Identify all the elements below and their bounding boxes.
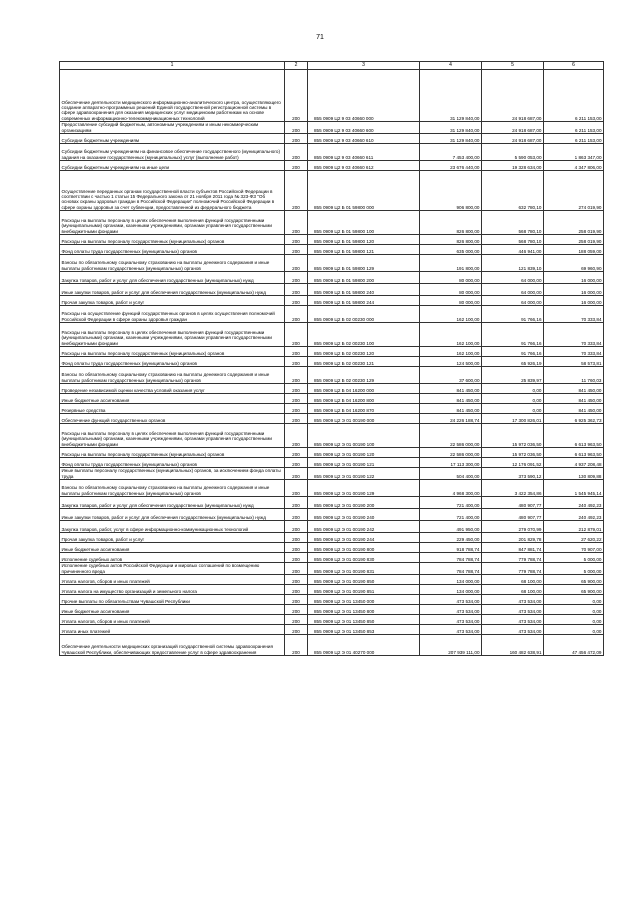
row-value-executed: 779 788,74 [482,553,544,563]
row-value-approved: 134 000,00 [420,585,482,595]
row-kbk: 855 0909 Ц2 Э 01 00190 129 [308,480,420,497]
row-code: 200 [285,585,308,595]
row-value-executed: 473 534,00 [482,625,544,635]
row-value-approved: 22 586 000,00 [420,424,482,448]
row-kbk: 855 0909 Ц2 Б 02 00230 000 [308,306,420,323]
header-cell: 1 [60,62,285,70]
header-cell: 6 [544,62,604,70]
row-code: 200 [285,605,308,615]
row-value-executed: 568 780,10 [482,211,544,235]
row-value-remaining: 841 450,00 [544,394,604,404]
row-value-remaining: 47 456 472,09 [544,635,604,656]
row-value-remaining: 4 347 806,00 [544,161,604,171]
row-code: 200 [285,448,308,458]
row-value-remaining: 58 573,81 [544,357,604,367]
row-value-executed: 24 918 687,00 [482,134,544,144]
row-name: Уплата налогов, сборов и иных платежей [60,615,285,625]
row-kbk: 855 0909 Ц2 Б 01 59800 000 [308,171,420,211]
row-value-approved: 473 534,00 [420,595,482,605]
row-value-executed: 847 881,74 [482,543,544,553]
row-value-remaining: 11 760,03 [544,367,604,384]
row-value-remaining: 188 059,00 [544,245,604,255]
table-row [60,394,604,404]
row-value-remaining: 1 545 945,14 [544,480,604,497]
table-row [60,347,604,357]
row-value-approved: 17 113 300,00 [420,458,482,468]
row-value-approved: 473 534,00 [420,605,482,615]
row-value-approved: 4 968 300,00 [420,480,482,497]
row-name: Фонд оплаты труда государственных (муниципальных) органов [60,458,285,468]
row-code: 200 [285,553,308,563]
row-value-remaining: 70 907,00 [544,543,604,553]
row-value-remaining: 70 333,84 [544,347,604,357]
row-value-remaining: 6 613 963,50 [544,448,604,458]
row-name: Уплата иных платежей [60,625,285,635]
row-name: Закупка товаров, работ и услуг для обеспечения государственных (муниципальных) нужд [60,272,285,284]
row-code: 200 [285,615,308,625]
row-kbk: 855 0909 Ц2 Б 02 00230 129 [308,367,420,384]
row-kbk: 855 0909 Ц2 Э 01 13450 850 [308,615,420,625]
row-value-approved: 7 453 400,00 [420,144,482,161]
row-name: Субсидии бюджетным учреждениям [60,134,285,144]
row-value-executed: 65 926,19 [482,357,544,367]
table-row [60,171,604,211]
table-row [60,533,604,543]
row-value-executed: 24 918 687,00 [482,122,544,134]
row-name: Обеспечение деятельности медицинского информационно-аналитического центра, осуществляющего создание аппаратно-программных решений Единой государственной регистрационной системы в сфере здравоохранения для оказания медицинских услуг медицинским работникам на основе современных информационно-телекоммуникационных технологий [60,70,285,122]
row-kbk: 855 0909 Ц2 Б 01 59800 244 [308,296,420,306]
row-value-approved: 841 450,00 [420,404,482,414]
row-value-executed: 64 000,00 [482,272,544,284]
row-value-executed: 480 907,77 [482,497,544,509]
row-kbk: 855 0909 Ц2 Б 01 59800 121 [308,245,420,255]
row-name: Иные выплаты персоналу государственных (муниципальных) органов, за исключением фонда оплаты труда [60,468,285,480]
table-row [60,323,604,347]
row-name: Расходы на выплаты персоналу государственных (муниципальных) органов [60,448,285,458]
row-value-executed: 91 766,16 [482,306,544,323]
row-value-approved: 906 800,00 [420,171,482,211]
row-value-remaining: 0,00 [544,595,604,605]
table-header-row [60,62,604,70]
row-value-approved: 80 000,00 [420,296,482,306]
table-row [60,509,604,521]
row-name: Иные бюджетные ассигнования [60,394,285,404]
row-value-executed: 15 972 036,50 [482,424,544,448]
row-name: Исполнение судебных актов Российской Федерации и мировых соглашений по возмещению причиненного вреда [60,563,285,575]
row-name: Расходы на осуществление функций государственных органов в целях осуществления полномочий Российской Федерации в сфере охраны здоровья граждан [60,306,285,323]
row-code: 200 [285,595,308,605]
row-value-approved: 191 800,00 [420,255,482,272]
table-row [60,458,604,468]
row-kbk: 855 0909 Ц2 Б 02 00230 120 [308,347,420,357]
row-kbk: 855 0909 Ц2 Э 01 00190 120 [308,448,420,458]
row-kbk: 855 0909 Ц2 Э 01 13450 853 [308,625,420,635]
row-name: Предоставление субсидий бюджетным, автономным учреждениям и иным некоммерческим организациям [60,122,285,134]
row-value-approved: 784 788,74 [420,563,482,575]
row-value-remaining: 65 900,00 [544,585,604,595]
row-kbk: 855 0909 Ц2 Э 01 00190 244 [308,533,420,543]
row-value-approved: 918 788,74 [420,543,482,553]
row-value-executed: 17 300 826,01 [482,414,544,424]
row-value-approved: 31 129 840,00 [420,134,482,144]
table-row [60,543,604,553]
row-name: Исполнение судебных актов [60,553,285,563]
row-value-approved: 24 226 188,74 [420,414,482,424]
row-value-remaining: 16 000,00 [544,296,604,306]
table-row [60,625,604,635]
header-cell: 4 [420,62,482,70]
row-value-approved: 162 100,00 [420,347,482,357]
row-value-approved: 31 129 840,00 [420,122,482,134]
row-value-executed: 473 534,00 [482,615,544,625]
row-value-remaining: 240 492,23 [544,509,604,521]
row-code: 200 [285,323,308,347]
row-code: 200 [285,480,308,497]
header-cell: 3 [308,62,420,70]
row-name: Взносы по обязательному социальному страхованию на выплаты денежного содержания и иные выплаты работникам государственных (муниципальных) органов [60,255,285,272]
table-row [60,521,604,533]
row-kbk: 855 0909 Ц2 Б 04 16200 000 [308,384,420,394]
budget-table [59,61,604,656]
row-value-approved: 23 676 440,00 [420,161,482,171]
row-value-remaining: 6 211 153,00 [544,122,604,134]
row-value-approved: 37 600,00 [420,367,482,384]
row-value-executed: 25 839,97 [482,367,544,384]
row-value-approved: 134 000,00 [420,575,482,585]
row-value-approved: 491 950,00 [420,521,482,533]
row-value-remaining: 1 863 347,00 [544,144,604,161]
table-row [60,144,604,161]
row-value-approved: 635 000,00 [420,245,482,255]
row-value-executed: 3 422 354,86 [482,480,544,497]
row-name: Фонд оплаты труда государственных (муниципальных) органов [60,245,285,255]
row-value-executed: 68 100,00 [482,575,544,585]
table-row [60,384,604,394]
row-code: 200 [285,357,308,367]
row-value-remaining: 6 211 153,00 [544,70,604,122]
row-code: 200 [285,306,308,323]
row-value-executed: 632 780,10 [482,171,544,211]
header-cell: 2 [285,62,308,70]
table-row [60,635,604,656]
row-value-executed: 201 829,78 [482,533,544,543]
row-value-executed: 568 780,10 [482,235,544,245]
row-kbk: 855 0909 Ц2 Э 01 13450 000 [308,595,420,605]
row-value-approved: 22 586 000,00 [420,448,482,458]
table-row [60,615,604,625]
row-code: 200 [285,563,308,575]
row-value-remaining: 70 333,84 [544,306,604,323]
table-row [60,70,604,122]
row-code: 200 [285,245,308,255]
row-value-approved: 826 800,00 [420,235,482,245]
row-value-approved: 721 400,00 [420,509,482,521]
row-value-approved: 473 534,00 [420,625,482,635]
row-name: Взносы по обязательному социальному страхованию на выплаты денежного содержания и иные выплаты работникам государственных (муниципальных) органов [60,480,285,497]
row-value-approved: 162 100,00 [420,323,482,347]
row-code: 200 [285,134,308,144]
row-kbk: 855 0909 Ц2 Б 04 16200 870 [308,404,420,414]
row-code: 200 [285,161,308,171]
row-name: Резервные средства [60,404,285,414]
row-value-approved: 229 450,00 [420,533,482,543]
table-row [60,424,604,448]
row-value-executed: 779 788,74 [482,563,544,575]
row-code: 200 [285,635,308,656]
row-kbk: 855 0909 Ц2 Э 01 00190 242 [308,521,420,533]
header-cell: 5 [482,62,544,70]
row-name: Иные закупки товаров, работ и услуг для обеспечения государственных (муниципальных) нужд [60,284,285,296]
row-kbk: 855 0909 Ц2 Б 01 59800 100 [308,211,420,235]
row-value-executed: 91 766,16 [482,347,544,357]
row-value-remaining: 212 879,01 [544,521,604,533]
row-value-remaining: 16 000,00 [544,272,604,284]
row-value-approved: 80 000,00 [420,272,482,284]
table-row [60,468,604,480]
row-value-remaining: 65 900,00 [544,575,604,585]
row-kbk: 855 0909 Ц2 Э 01 00190 851 [308,585,420,595]
row-name: Уплата налога на имущество организаций и земельного налога [60,585,285,595]
row-name: Фонд оплаты труда государственных (муниципальных) органов [60,357,285,367]
table-row [60,553,604,563]
row-name: Уплата налогов, сборов и иных платежей [60,575,285,585]
row-value-approved: 784 788,74 [420,553,482,563]
row-code: 200 [285,468,308,480]
row-value-approved: 721 400,00 [420,497,482,509]
row-name: Расходы на выплаты персоналу государственных (муниципальных) органов [60,347,285,357]
row-code: 200 [285,625,308,635]
row-name: Закупка товаров, работ, услуг в сфере информационно-коммуникационных технологий [60,521,285,533]
table-row [60,296,604,306]
row-code: 200 [285,497,308,509]
row-code: 200 [285,347,308,357]
row-value-remaining: 0,00 [544,605,604,615]
row-name: Обеспечение деятельности медицинских организаций государственной системы здравоохранения Чувашской Республики, обеспечивающих предоставление услуг в сфере здравоохранения [60,635,285,656]
row-kbk: 855 0909 Ц2 9 03 40660 610 [308,134,420,144]
row-value-executed: 373 590,12 [482,468,544,480]
row-value-executed: 0,00 [482,384,544,394]
table-row [60,595,604,605]
row-code: 200 [285,404,308,414]
row-code: 200 [285,171,308,211]
row-value-remaining: 6 925 362,73 [544,414,604,424]
row-value-executed: 446 941,00 [482,245,544,255]
row-kbk: 855 0909 Ц2 Э 01 00190 850 [308,575,420,585]
row-name: Проведение независимой оценки качества условий оказания услуг [60,384,285,394]
table-row [60,357,604,367]
row-code: 200 [285,384,308,394]
row-value-remaining: 0,00 [544,625,604,635]
row-value-executed: 160 482 638,91 [482,635,544,656]
row-value-executed: 68 100,00 [482,585,544,595]
row-name: Иные закупки товаров, работ и услуг для обеспечения государственных (муниципальных) нужд [60,509,285,521]
row-value-remaining: 5 000,00 [544,553,604,563]
row-value-executed: 5 590 053,00 [482,144,544,161]
row-name: Прочая закупка товаров, работ и услуг [60,533,285,543]
row-value-remaining: 6 211 153,00 [544,134,604,144]
row-value-executed: 473 534,00 [482,605,544,615]
row-code: 200 [285,235,308,245]
row-value-remaining: 16 000,00 [544,284,604,296]
row-name: Расходы на выплаты персоналу в целях обеспечения выполнения функций государственными (муниципальными) органами, казенными учреждениями, органами управления государственными внебюджетными фондами [60,323,285,347]
row-kbk: 855 0909 Ц2 Б 02 00230 100 [308,323,420,347]
row-kbk: 855 0909 Ц2 Б 04 16200 800 [308,394,420,404]
row-value-executed: 91 766,16 [482,323,544,347]
row-kbk: 855 0909 Ц2 9 03 40660 611 [308,144,420,161]
row-code: 200 [285,211,308,235]
row-value-remaining: 70 333,84 [544,323,604,347]
row-code: 200 [285,414,308,424]
row-code: 200 [285,284,308,296]
row-value-approved: 504 400,00 [420,468,482,480]
row-value-executed: 64 000,00 [482,296,544,306]
row-value-remaining: 130 809,88 [544,468,604,480]
row-value-remaining: 6 613 963,50 [544,424,604,448]
row-value-executed: 24 918 687,00 [482,70,544,122]
row-value-approved: 826 800,00 [420,211,482,235]
row-kbk: 855 0909 Ц2 Э 01 00190 200 [308,497,420,509]
row-kbk: 855 0909 Ц2 Э 01 00190 831 [308,563,420,575]
row-name: Иные бюджетные ассигнования [60,605,285,615]
row-value-executed: 279 070,99 [482,521,544,533]
row-name: Прочая закупка товаров, работ и услуг [60,296,285,306]
row-value-approved: 124 500,00 [420,357,482,367]
row-code: 200 [285,521,308,533]
table-row [60,404,604,414]
row-kbk: 855 0909 Ц2 Б 01 59800 200 [308,272,420,284]
table-row [60,211,604,235]
row-value-remaining: 240 492,23 [544,497,604,509]
table-body [60,70,604,656]
table-row [60,605,604,615]
table-row [60,306,604,323]
row-name: Субсидии бюджетным учреждениям на иные цели [60,161,285,171]
row-value-remaining: 69 960,90 [544,255,604,272]
row-code: 200 [285,70,308,122]
row-value-remaining: 258 019,90 [544,211,604,235]
row-code: 200 [285,543,308,553]
row-code: 200 [285,458,308,468]
table-row [60,367,604,384]
row-value-executed: 0,00 [482,404,544,414]
row-kbk: 855 0909 Ц2 Б 01 59800 120 [308,235,420,245]
row-value-approved: 80 000,00 [420,284,482,296]
table-row [60,122,604,134]
row-value-remaining: 5 000,00 [544,563,604,575]
row-value-remaining: 27 620,22 [544,533,604,543]
row-value-executed: 64 000,00 [482,284,544,296]
row-value-approved: 841 450,00 [420,384,482,394]
row-value-remaining: 274 019,90 [544,171,604,211]
page-number: 71 [316,34,324,41]
row-kbk: 855 0909 Ц2 Э 01 00190 121 [308,458,420,468]
row-code: 200 [285,367,308,384]
row-kbk: 855 0909 Ц2 Э 01 00190 800 [308,543,420,553]
row-kbk: 855 0909 Ц2 Э 01 00190 240 [308,509,420,521]
row-value-executed: 15 972 036,50 [482,448,544,458]
table-row [60,497,604,509]
row-code: 200 [285,296,308,306]
row-kbk: 855 0909 Ц2 Э 01 00190 830 [308,553,420,563]
table-row [60,448,604,458]
row-value-approved: 207 939 111,00 [420,635,482,656]
row-value-approved: 841 450,00 [420,394,482,404]
table-row [60,284,604,296]
row-code: 200 [285,255,308,272]
table-row [60,255,604,272]
row-name: Расходы на выплаты персоналу государственных (муниципальных) органов [60,235,285,245]
row-name: Осуществление переданных органам государственной власти субъектов Российской Федерации в соответствии с частью 1 статьи 15 Федерального закона от 21 ноября 2011 года № 323-ФЗ "Об основах охраны здоровья граждан в Российской Федерации" полномочий Российской Федерации в сфере охраны здоровья за счет субвенции, предоставленной из федерального бюджета [60,171,285,211]
row-code: 200 [285,394,308,404]
row-kbk: 855 0909 Ц2 Б 02 00230 121 [308,357,420,367]
row-name: Обеспечение функций государственных органов [60,414,285,424]
row-value-executed: 480 907,77 [482,509,544,521]
row-kbk: 855 0909 Ц2 Э 01 00190 100 [308,424,420,448]
row-value-approved: 473 534,00 [420,615,482,625]
row-name: Взносы по обязательному социальному страхованию на выплаты денежного содержания и иные выплаты работникам государственных (муниципальных) органов [60,367,285,384]
row-kbk: 855 0909 Ц2 Э 01 40270 000 [308,635,420,656]
row-kbk: 855 0909 Ц2 Э 01 00190 000 [308,414,420,424]
row-name: Субсидии бюджетным учреждениям на финансовое обеспечение государственного (муниципального) задания на оказание государственных (муниципальных) услуг (выполнение работ) [60,144,285,161]
table-row [60,575,604,585]
row-name: Расходы на выплаты персоналу в целях обеспечения выполнения функций государственными (муниципальными) органами, казенными учреждениями, органами управления государственными внебюджетными фондами [60,424,285,448]
row-code: 200 [285,144,308,161]
row-name: Закупка товаров, работ и услуг для обеспечения государственных (муниципальных) нужд [60,497,285,509]
row-name: Расходы на выплаты персоналу в целях обеспечения выполнения функций государственными (муниципальными) органами, казенными учреждениями, органами управления государственными внебюджетными фондами [60,211,285,235]
row-value-remaining: 4 937 208,48 [544,458,604,468]
row-value-executed: 19 328 634,00 [482,161,544,171]
table-row [60,161,604,171]
table-row [60,563,604,575]
row-code: 200 [285,424,308,448]
row-value-executed: 12 176 091,52 [482,458,544,468]
table-row [60,134,604,144]
row-value-executed: 121 839,10 [482,255,544,272]
row-kbk: 855 0909 Ц2 Б 01 59800 240 [308,284,420,296]
row-kbk: 855 0909 Ц2 9 03 40660 600 [308,122,420,134]
row-value-remaining: 258 019,90 [544,235,604,245]
table-row [60,480,604,497]
row-kbk: 855 0909 Ц2 Э 01 00190 122 [308,468,420,480]
row-code: 200 [285,122,308,134]
table-row [60,272,604,284]
row-kbk: 855 0909 Ц2 9 03 40660 612 [308,161,420,171]
row-value-executed: 0,00 [482,394,544,404]
row-value-executed: 473 534,00 [482,595,544,605]
row-kbk: 855 0909 Ц2 Э 01 13450 800 [308,605,420,615]
row-code: 200 [285,533,308,543]
row-value-remaining: 841 450,00 [544,404,604,414]
row-value-remaining: 841 450,00 [544,384,604,394]
row-code: 200 [285,509,308,521]
table-row [60,414,604,424]
row-code: 200 [285,272,308,284]
row-kbk: 855 0909 Ц2 Б 01 59800 129 [308,255,420,272]
table-row [60,585,604,595]
row-code: 200 [285,575,308,585]
row-name: Прочие выплаты по обязательствам Чувашской Республики [60,595,285,605]
table-row [60,235,604,245]
row-name: Иные бюджетные ассигнования [60,543,285,553]
table-row [60,245,604,255]
row-value-remaining: 0,00 [544,615,604,625]
row-value-approved: 162 100,00 [420,306,482,323]
row-kbk: 855 0909 Ц2 9 03 40660 000 [308,70,420,122]
row-value-approved: 31 129 840,00 [420,70,482,122]
